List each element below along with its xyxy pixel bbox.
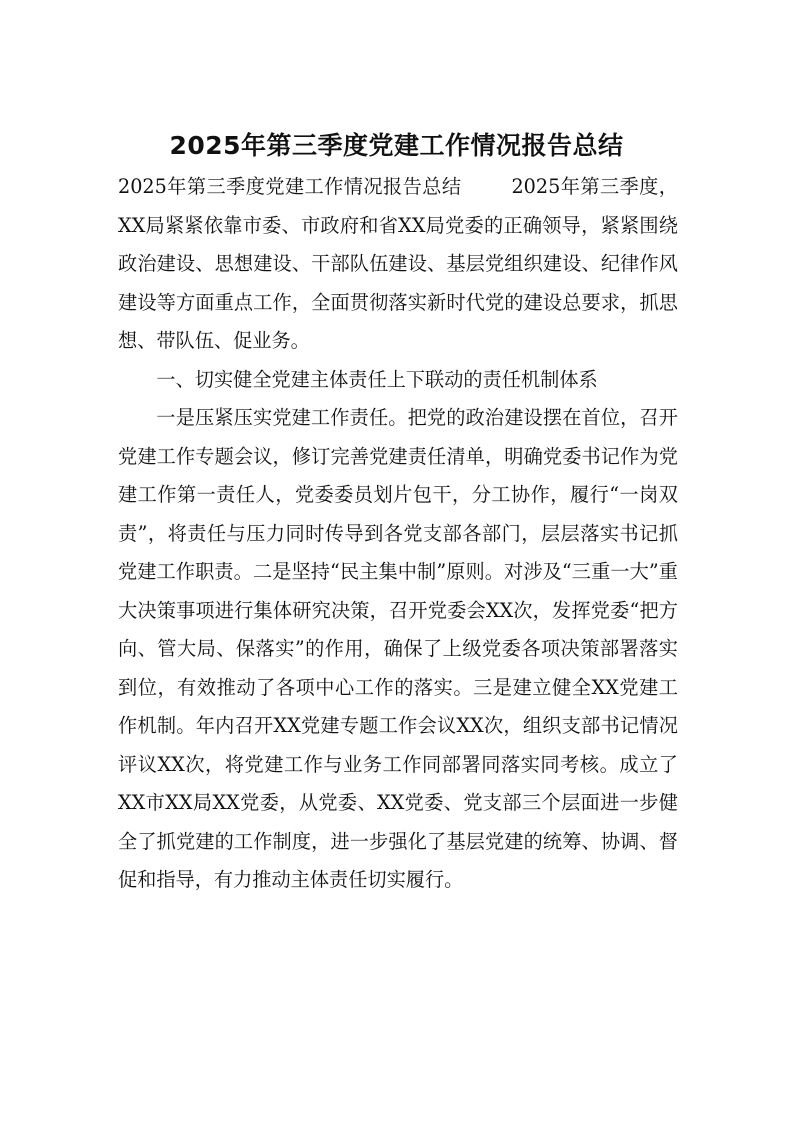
document-title: 2025年第三季度党建工作情况报告总结 — [169, 131, 624, 160]
intro-text: 2025年第三季度，XX局紧紧依靠市委、市政府和省XX局党委的正确领导，紧紧围绕政治建设、思想建设、干部队伍建设、基层党组织建设、纪律作风建设等方面重点工作，全面贯彻落实新时代党的建设总要求，抓思想、带队伍、促业务。 — [118, 175, 678, 352]
document-body — [118, 168, 678, 900]
section-paragraph: 一是压紧压实党建工作责任。把党的政治建设摆在首位，召开党建工作专题会议，修订完善党建责任清单，明确党委书记作为党建工作第一责任人，党委委员划片包干，分工协作，履行“一岗双责”，将责任与压力同时传导到各党支部各部门，层层落实书记抓党建工作职责。二是坚持“民主集中制”原则。对涉及“三重一大”重大决策事项进行集体研究决策，召开党委会XX次，发挥党委“把方向、管大局、保落实”的作用，确保了上级党委各项决策部署落实到位，有效推动了各项中心工作的落实。三是建立健全XX党建工作机制。年内召开XX党建专题工作会议XX次，组织支部书记情况评议XX次，将党建工作与业务工作同部署同落实同考核。成立了XX市XX局XX党委，从党委、XX党委、党支部三个层面进一步健全了抓党建的工作制度，进一步强化了基层党建的统筹、协调、督促和指导，有力推动主体责任切实履行。 — [118, 406, 678, 891]
intro-paragraph — [118, 168, 678, 361]
intro-lead: 2025年第三季度党建工作情况报告总结 — [118, 175, 462, 198]
section-heading: 一、切实健全党建主体责任上下联动的责任机制体系 — [156, 367, 598, 391]
